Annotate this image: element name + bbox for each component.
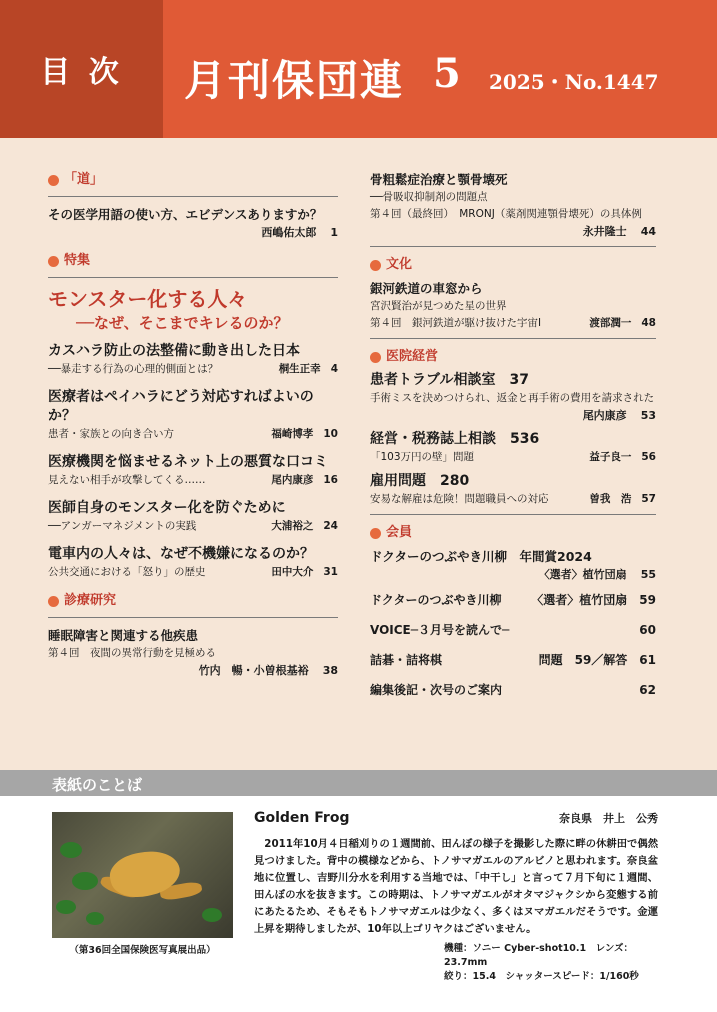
article-title: 銀河鉄道の車窓から bbox=[370, 281, 483, 296]
article-number: 536 bbox=[510, 431, 540, 447]
article-author: 尾内康彦 bbox=[271, 474, 314, 486]
article-title: 患者トラブル相談室 bbox=[370, 372, 496, 388]
article-page: 59 bbox=[639, 593, 656, 607]
article-author: 竹内 暢・小曽根基裕 bbox=[198, 664, 309, 677]
camera-specs bbox=[444, 942, 658, 984]
article-author: 曽我 浩 bbox=[589, 493, 632, 505]
article-page: 1 bbox=[330, 226, 338, 239]
article-author: 大浦裕之 bbox=[271, 520, 314, 532]
article-page: 4 bbox=[330, 363, 338, 375]
article-title: 骨粗鬆症治療と顎骨壊死 bbox=[370, 172, 508, 187]
article-author: 桐生正幸 bbox=[278, 363, 321, 375]
article-author: 〈選者〉植竹団扇 bbox=[531, 593, 628, 607]
article-number: 280 bbox=[440, 473, 470, 489]
article-author: 益子良一 bbox=[589, 451, 632, 463]
right-column bbox=[370, 170, 656, 699]
toc-label: 目 次 bbox=[0, 0, 163, 138]
article-zeimu[interactable] bbox=[370, 430, 656, 466]
divider bbox=[48, 196, 338, 197]
article-page: 53 bbox=[640, 409, 656, 422]
section-bunka-heading: 文化 bbox=[370, 255, 656, 275]
article-page: 38 bbox=[322, 664, 338, 677]
divider bbox=[370, 514, 656, 515]
article-page: 60 bbox=[639, 623, 656, 637]
article-senryu-award[interactable] bbox=[370, 547, 656, 583]
article-author: 〈選者〉植竹団扇 bbox=[538, 568, 627, 581]
header-band bbox=[0, 0, 717, 138]
article-voice[interactable] bbox=[370, 621, 656, 639]
article-number: 37 bbox=[509, 372, 529, 388]
article-koyo[interactable] bbox=[370, 472, 656, 508]
article-page: 31 bbox=[323, 566, 338, 578]
cover-bar bbox=[0, 770, 717, 796]
article-page: 56 bbox=[641, 451, 656, 463]
feature-article-3[interactable] bbox=[48, 453, 338, 489]
article-subtitle: ──アンガーマネジメントの実践 bbox=[48, 520, 197, 532]
feature-subtitle: ──なぜ、そこまでキレるのか？ bbox=[76, 314, 289, 332]
article-subtitle: 手術ミスを決めつけられ、返金と再手術の費用を請求された bbox=[370, 392, 655, 404]
article-author: 渡部潤一 bbox=[589, 317, 632, 329]
camera-spec-1: 機種：ソニー Cyber-shot10.1 レンズ：23.7mm bbox=[444, 943, 634, 968]
divider bbox=[48, 617, 338, 618]
article-title: 経営・税務誌上相談 bbox=[370, 431, 496, 447]
cover-body: 2011年10月４日稲刈りの１週間前、田んぼの様子を撮影した際に畔の休耕田で偶然見つけました。背中の模様などから、トノサマガエルのアルビノと思われます。奈良盆地に位置し、吉野川分水を利用する当地では、「中干し」と言って７月下旬に１週間、田んぼの水を抜きます。この時期は、トノサマガエルがオタマジャクシから変態する前にあたるため、そもそもトノサマガエルは少なく、多くはヌマガエルだそうです。金運上昇を期待しましたが、10年以上ゴリヤクはございません。 bbox=[254, 838, 658, 935]
cover-description bbox=[254, 810, 658, 984]
article-michi[interactable] bbox=[48, 205, 338, 241]
section-feature-heading: 特集 bbox=[48, 251, 338, 271]
article-author: 福崎博孝 bbox=[271, 428, 314, 440]
article-title: 医療機関を悩ませるネット上の悪質な口コミ bbox=[48, 454, 328, 470]
article-author: 田中大介 bbox=[271, 566, 314, 578]
article-senryu[interactable] bbox=[370, 591, 656, 609]
article-subtitle: 第４回 夜間の異常行動を見極める bbox=[48, 647, 216, 659]
cover-photo bbox=[52, 812, 233, 938]
article-trouble[interactable] bbox=[370, 371, 656, 424]
article-henshu[interactable] bbox=[370, 681, 656, 699]
divider bbox=[370, 246, 656, 247]
article-page: 48 bbox=[641, 317, 656, 329]
article-subtitle: 「103万円の壁」問題 bbox=[370, 451, 475, 463]
article-subtitle-2: 第４回 銀河鉄道が駆け抜けた宇宙Ⅰ bbox=[370, 317, 542, 329]
article-title: VOICE─３月号を読んで─ bbox=[370, 623, 510, 637]
article-title: ドクターのつぶやき川柳 年間賞2024 bbox=[370, 549, 592, 564]
article-title: ドクターのつぶやき川柳 bbox=[370, 593, 502, 607]
article-subtitle-2: 第４回（最終回） MRONJ（薬剤関連顎骨壊死）の具体例 bbox=[370, 208, 642, 220]
feature-article-2[interactable] bbox=[48, 388, 338, 443]
article-title: 編集後記・次号のご案内 bbox=[370, 683, 503, 697]
section-kaiin-heading: 会員 bbox=[370, 523, 656, 543]
article-title: 医師自身のモンスター化を防ぐために bbox=[48, 500, 286, 516]
article-subtitle: 安易な解雇は危険！問題職員への対応 bbox=[370, 493, 549, 505]
section-michi-heading: 「道」 bbox=[48, 170, 338, 190]
feature-title: モンスター化する人々 bbox=[48, 287, 248, 311]
feature-article-1[interactable] bbox=[48, 342, 338, 378]
photo-caption: （第36回全国保険医写真展出品） bbox=[69, 945, 216, 956]
feature-article-4[interactable] bbox=[48, 499, 338, 535]
cover-bar-label: 表紙のことば bbox=[52, 776, 143, 794]
article-subtitle: 患者・家族との向き合い方 bbox=[48, 428, 174, 440]
article-tsumego[interactable] bbox=[370, 651, 656, 669]
article-page: 44 bbox=[640, 225, 656, 238]
article-page: 16 bbox=[323, 474, 338, 486]
cover-title: Golden Frog bbox=[254, 810, 350, 826]
article-shinryo[interactable] bbox=[48, 626, 338, 679]
article-kotsusosho[interactable] bbox=[370, 170, 656, 240]
article-page: 55 bbox=[640, 568, 656, 581]
article-subtitle: ──暴走する行為の心理的側面とは？ bbox=[48, 363, 219, 375]
article-author: 永井隆士 bbox=[582, 225, 627, 238]
article-title: その医学用語の使い方、エビデンスありますか？ bbox=[48, 207, 323, 222]
article-subtitle: ──骨吸収抑制剤の問題点 bbox=[370, 191, 488, 203]
article-subtitle: 見えない相手が攻撃してくる…… bbox=[48, 474, 206, 486]
left-column bbox=[48, 170, 338, 679]
divider bbox=[48, 277, 338, 278]
article-subtitle: 宮沢賢治が見つめた星の世界 bbox=[370, 300, 507, 312]
article-page: 62 bbox=[639, 683, 656, 697]
article-page: 24 bbox=[323, 520, 338, 532]
article-title: 雇用問題 bbox=[370, 473, 426, 489]
feature-article-5[interactable] bbox=[48, 545, 338, 581]
article-title: 医療者はペイハラにどう対応すればよいのか？ bbox=[48, 389, 314, 424]
cover-author: 奈良県 井上 公秀 bbox=[559, 812, 658, 825]
divider bbox=[370, 338, 656, 339]
article-title: カスハラ防止の法整備に動き出した日本 bbox=[48, 343, 300, 359]
article-author: 尾内康彦 bbox=[582, 409, 627, 422]
article-page: 10 bbox=[323, 428, 338, 440]
article-subtitle: 公共交通における「怒り」の歴史 bbox=[48, 566, 206, 578]
article-page: 57 bbox=[641, 493, 656, 505]
article-ginga[interactable] bbox=[370, 279, 656, 332]
section-shinryo-heading: 診療研究 bbox=[48, 591, 338, 611]
issue-number: 5 bbox=[433, 50, 461, 97]
article-title: 電車内の人々は、なぜ不機嫌になるのか？ bbox=[48, 546, 314, 562]
magazine-title: 月刊保団連 bbox=[184, 56, 405, 105]
issue-date: 2025・No.1447 bbox=[489, 70, 659, 94]
article-author: 西嶋佑太郎 bbox=[261, 226, 317, 239]
camera-spec-2: 絞り：15.4 シャッタースピード：1/160秒 bbox=[444, 971, 639, 982]
article-title: 睡眠障害と関連する他疾患 bbox=[48, 628, 199, 643]
section-iin-heading: 医院経営 bbox=[370, 347, 656, 367]
article-pages: 問題 59／解答 61 bbox=[538, 653, 656, 667]
article-title: 詰碁・詰将棋 bbox=[370, 653, 443, 667]
